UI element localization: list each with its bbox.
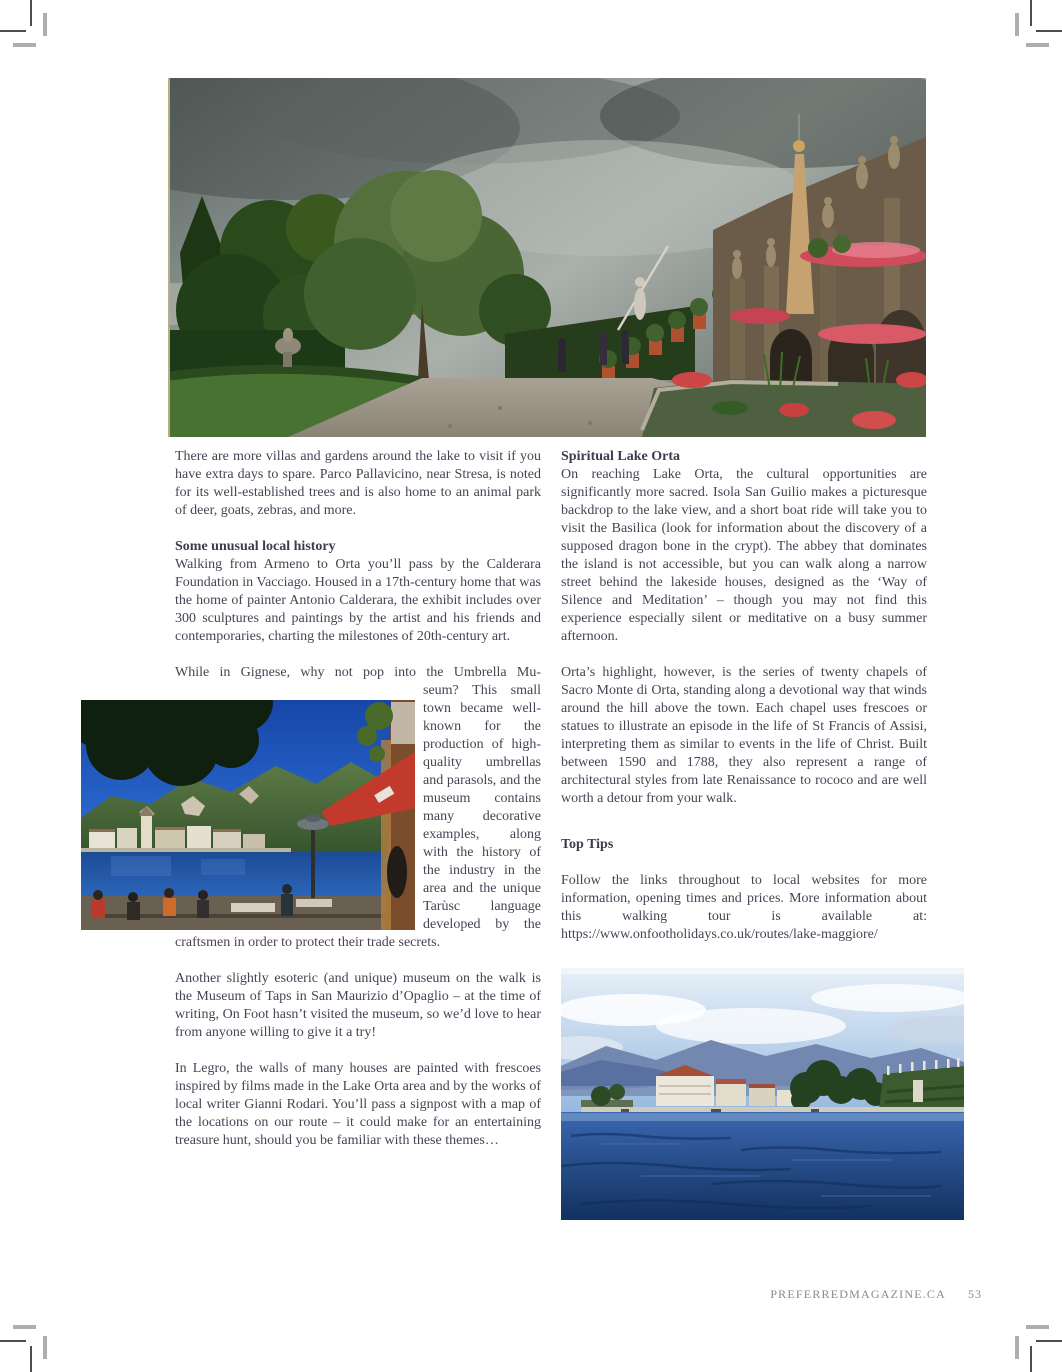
right-column [561, 448, 927, 1220]
crop-mark [43, 1336, 47, 1359]
para-villas: There are more villas and gardens around the lake to visit if you have extra days to spare. Parco Pallavicino, near Stresa, is noted for its well-established trees and is also home to an animal park of deer, goats, zebras, and more. [175, 449, 541, 518]
crop-mark [1030, 1346, 1032, 1372]
para-sacro-monte: Orta’s highlight, however, is the series of twenty chapels of Sacro Monte di Orta, standing along a devotional way that winds around the hill above the town. Each chapel uses frescoes or statues to illustrate an episode in the life of St Francis of Assisi, interpreting them as similar to events in the life of Christ. Built between 1590 and 1788, they also represent a range of architectural styles from late Renaissance to rococo and are well worth a detour from your walk. [561, 665, 927, 806]
footer-site-name: PREFERREDMAGAZINE.CA [770, 1287, 946, 1301]
lake-orta-photo [81, 700, 415, 930]
magazine-page [175, 78, 927, 1220]
crop-mark [0, 30, 26, 32]
para-links: Follow the links throughout to local websites for more information, opening times and prices. More information about this walking tour is available at: https://www.onfootholidays.co.uk/routes/lake-maggiore/ [561, 873, 927, 942]
garden-photo [168, 78, 926, 437]
para-calderara: Walking from Armeno to Orta you’ll pass by the Calderara Foundation in Vacciago. Housed in a 17th-century home that was the home of painter Antonio Calderara, the exhibit includes over 300 sculptures and paintings by the artist and his friends and contemporaries, charting the milestones of 20th-century art. [175, 557, 541, 644]
heading-spiritual: Spiritual Lake Orta [561, 449, 681, 464]
para-gignese-lead: While in Gignese, why not pop into the Umbrella Mu- [175, 665, 541, 680]
crop-mark [0, 1340, 26, 1342]
lake-orta-photo-frame [175, 682, 415, 934]
crop-mark [1036, 1340, 1062, 1342]
crop-mark [1036, 30, 1062, 32]
crop-mark [13, 1325, 36, 1329]
isola-bella-photo [561, 968, 964, 1220]
left-column [175, 448, 541, 1168]
para-taps: Another slightly esoteric (and unique) museum on the walk is the Museum of Taps in San Maurizio d’Opaglio – at the time of writing, On Foot hasn’t visited the museum, so we’d love to hear from anyone willing to give it a try! [175, 971, 541, 1040]
crop-mark [30, 1346, 32, 1372]
crop-mark [1015, 13, 1019, 36]
crop-mark [1026, 1325, 1049, 1329]
page-number: 53 [968, 1287, 982, 1301]
para-gignese-rest: seum? This small town became well-known for the production of high-quality umbrellas and parasols, and the museum contains many decorative examples, along with the history of the industry in the area and the unique Tarùsc language developed by the craftsmen in order to protect their trade secrets. [175, 683, 541, 950]
crop-mark [1030, 0, 1032, 26]
para-gignese-wrap [175, 682, 541, 952]
crop-mark [43, 13, 47, 36]
crop-mark [1026, 43, 1049, 47]
crop-mark [13, 43, 36, 47]
para-orta: On reaching Lake Orta, the cultural opportunities are significantly more sacred. Isola San Guilio makes a picturesque backdrop to the lake view, and a short boat ride will take you to visit the Basilica (look for information about the discovery of a supposed dragon bone in the crypt). The abbey that dominates the island is not accessible, but you can walk along a narrow street behind the lakeside houses, designed as the ‘Way of Silence and Meditation’ – though you may not find this experience especially silent or meditative on a busy summer afternoon. [561, 467, 927, 644]
heading-local-history: Some unusual local history [175, 539, 336, 554]
heading-top-tips: Top Tips [561, 837, 614, 852]
para-legro: In Legro, the walls of many houses are painted with frescoes inspired by films made in the Lake Orta area and by the works of local writer Gianni Rodari. You’ll pass a signpost with a map of the locations on our route – it could make for an entertaining treasure hunt, should you be familiar with these themes… [175, 1061, 541, 1148]
page-footer [770, 1287, 982, 1302]
crop-mark [30, 0, 32, 26]
crop-mark [1015, 1336, 1019, 1359]
